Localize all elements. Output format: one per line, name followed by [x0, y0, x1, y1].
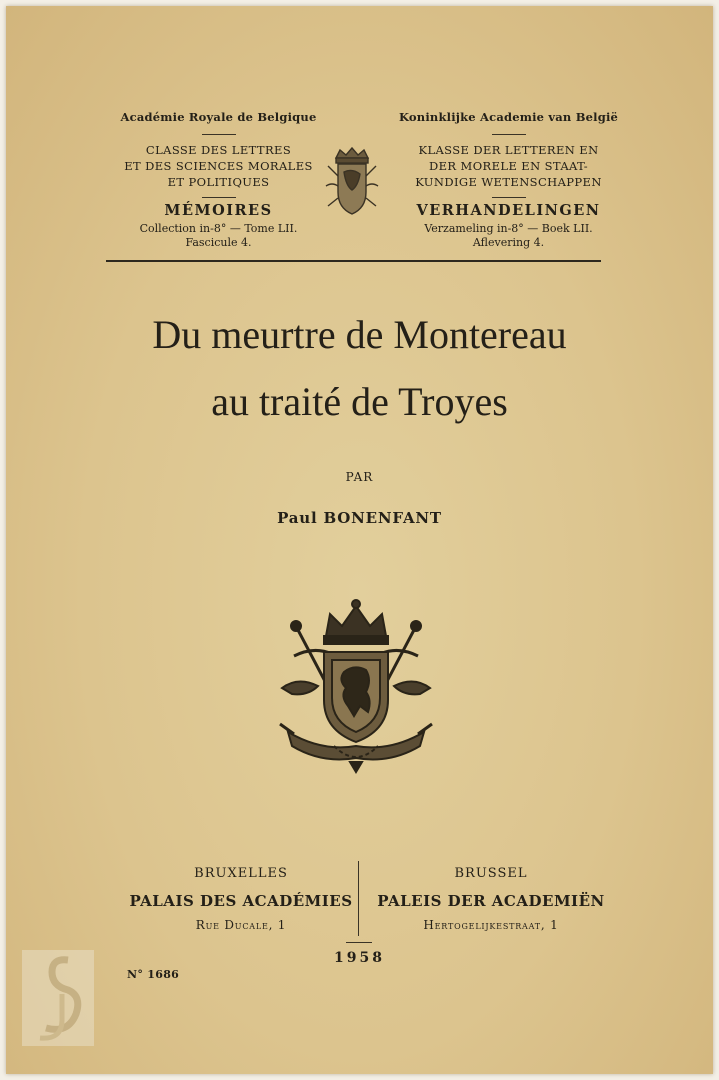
header-right-divider-2 [391, 197, 626, 198]
street-fr: Rue Ducale, 1 [195, 918, 287, 932]
institution-fr: Académie Royale de Belgique [120, 110, 317, 124]
city-nl: BRUSSEL [454, 866, 528, 881]
title-line-2: au traité de Troyes [211, 379, 508, 424]
publisher-nl: PALEIS DER ACADEMIËN [377, 892, 605, 910]
header-left-divider [101, 134, 336, 135]
header-right-divider [391, 134, 626, 135]
collection-nl: Verzameling in-8° — Boek LII. Aflevering 4. [424, 222, 593, 249]
header-rule [106, 260, 601, 262]
belgian-arms-small-icon [322, 146, 382, 220]
city-fr: BRUXELLES [194, 866, 288, 881]
volume-number: N° 1686 [127, 968, 180, 981]
title-line-1: Du meurtre de Montereau [152, 312, 567, 357]
series-fr: MÉMOIRES [164, 202, 273, 219]
bookseller-monogram-icon [22, 950, 94, 1046]
header-left-divider-2 [101, 197, 336, 198]
publisher-fr: PALAIS DES ACADÉMIES [129, 892, 353, 910]
street-nl: Hertogelijkestraat, 1 [423, 918, 559, 932]
author-name: Paul BONENFANT [277, 509, 442, 527]
classe-nl: KLASSE DER LETTEREN EN DER MORELE EN STAAT- KUNDIGE WETENSCHAPPEN [415, 143, 602, 189]
belgian-arms-icon [274, 596, 438, 776]
series-nl: VERHANDELINGEN [416, 202, 601, 219]
byline-par: PAR [345, 470, 374, 484]
institution-nl: Koninklijke Academie van België [398, 110, 619, 124]
classe-fr: CLASSE DES LETTRES ET DES SCIENCES MORALES ET POLITIQUES [124, 143, 313, 189]
publication-year: 1958 [334, 950, 385, 966]
book-cover [6, 6, 713, 1074]
year-rule [346, 942, 372, 943]
collection-fr: Collection in-8° — Tome LII. Fascicule 4. [139, 222, 298, 249]
